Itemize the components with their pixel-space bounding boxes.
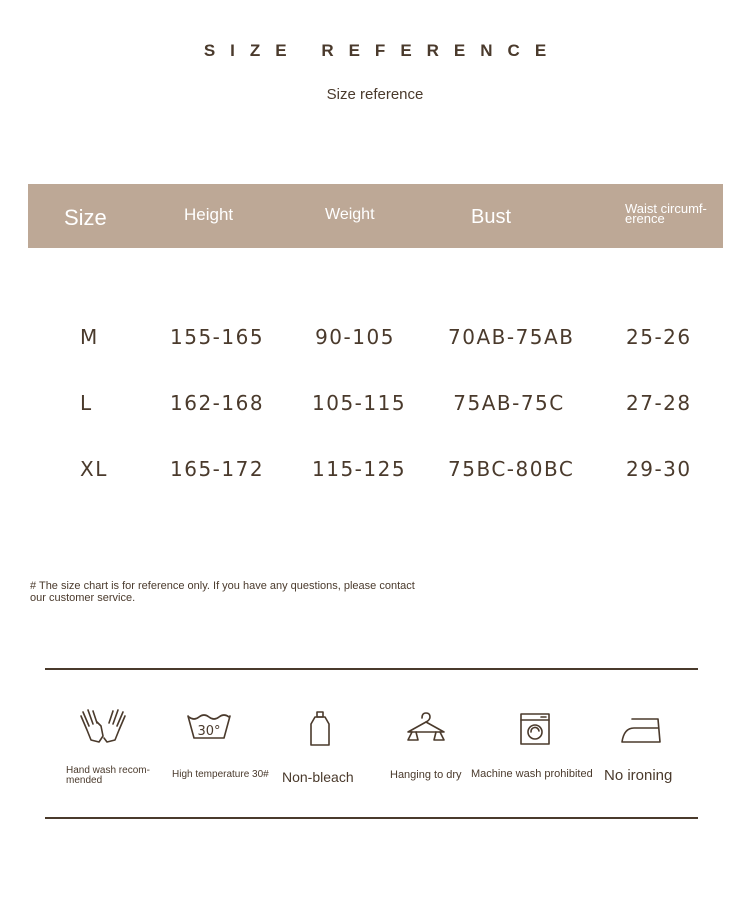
care-label-hand-wash: Hand wash recom- mended [66, 765, 150, 786]
cell-weight: 115-125 [312, 457, 407, 481]
page-subtitle: Size reference [326, 86, 424, 103]
cell-bust: 75BC-80BC [448, 457, 575, 481]
cell-waist: 29-30 [626, 457, 692, 481]
table-row [0, 325, 750, 355]
cell-size: L [80, 391, 93, 415]
table-row [0, 457, 750, 487]
bottom-divider [45, 817, 698, 819]
column-header-size: Size [64, 205, 107, 230]
washing-machine-icon [519, 712, 551, 746]
cell-waist: 25-26 [626, 325, 692, 349]
page-title: SIZE REFERENCE [203, 41, 562, 60]
care-label-no-ironing: No ironing [604, 767, 673, 784]
wash-30-icon [186, 712, 232, 742]
care-label-machine-wash: Machine wash prohibited [471, 768, 593, 780]
cell-bust: 70AB-75AB [448, 325, 575, 349]
care-label-non-bleach: Non-bleach [282, 769, 354, 785]
cell-height: 165-172 [170, 457, 265, 481]
cell-weight: 90-105 [315, 325, 395, 349]
cell-size: M [80, 325, 99, 349]
column-header-weight: Weight [325, 206, 375, 223]
size-table-header [28, 184, 723, 248]
cell-weight: 105-115 [312, 391, 407, 415]
cell-size: XL [80, 457, 108, 481]
hanger-icon [404, 712, 448, 744]
wash-temperature-text: 30° [197, 724, 221, 739]
care-label-high-temperature: High temperature 30# [172, 769, 269, 780]
care-label-hanging-to-dry: Hanging to dry [390, 769, 462, 781]
cell-bust: 75AB-75C [453, 391, 565, 415]
column-header-waist: Waist circumf- erence [625, 201, 707, 226]
cell-waist: 27-28 [626, 391, 692, 415]
hand-wash-icon [77, 708, 129, 746]
table-row [0, 391, 750, 421]
iron-icon [620, 716, 664, 744]
top-divider [45, 668, 698, 670]
reference-note: # The size chart is for reference only. If you have any questions, please contact our customer service. [30, 580, 415, 604]
cell-height: 155-165 [170, 325, 265, 349]
column-header-bust: Bust [471, 206, 512, 228]
column-header-height: Height [184, 205, 234, 224]
cell-height: 162-168 [170, 391, 265, 415]
bleach-bottle-icon [308, 710, 332, 748]
